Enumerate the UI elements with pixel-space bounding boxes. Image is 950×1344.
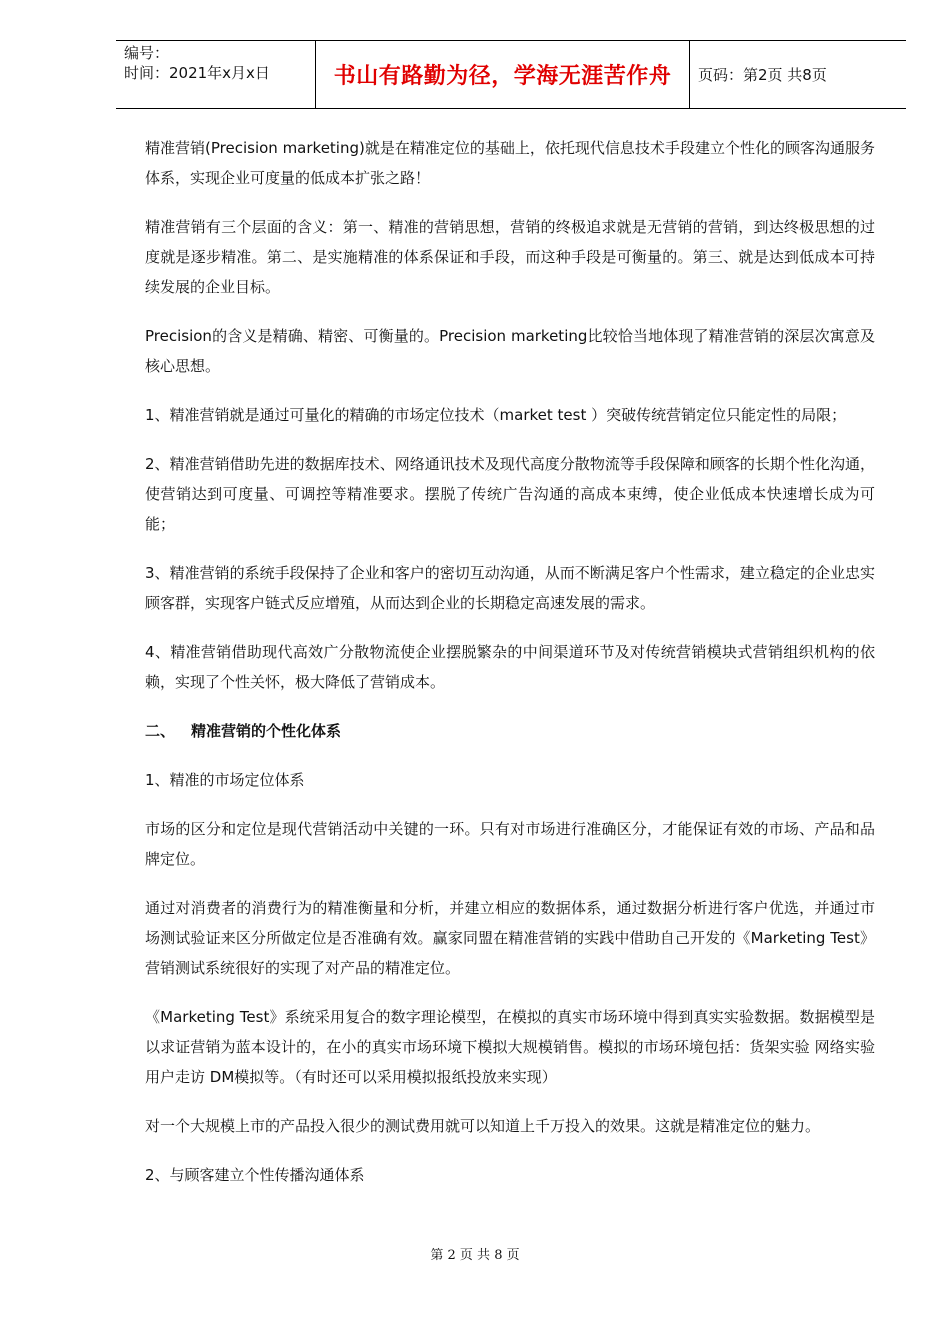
page-footer: 第 2 页 共 8 页 xyxy=(430,1248,520,1263)
section-title: 精准营销的个性化体系 xyxy=(191,722,342,740)
subsection-title: 2、与顾客建立个性传播沟通体系 xyxy=(145,1166,365,1184)
header-motto: 书山有路勤为径，学海无涯苦作舟 xyxy=(333,64,672,89)
time-label: 时间：2021年x月x日 xyxy=(124,64,270,82)
paragraph: 精准营销有三个层面的含义：第一、精准的营销思想，营销的终极追求就是无营销的营销，到达终极思想的过度就是逐步精准。第二、是实施精准的体系保证和手段，而这种手段是可衡量的。第三、就是达到低成本可持续发展的企业目标。 xyxy=(145,218,875,296)
paragraph: 对一个大规模上市的产品投入很少的测试费用就可以知道上千万投入的效果。这就是精准定位的魅力。 xyxy=(145,1117,821,1135)
section-heading xyxy=(145,716,875,746)
header-page-info: 页码：第2页 共8页 xyxy=(698,66,827,84)
paragraph: 1、精准营销就是通过可量化的精确的市场定位技术（market test ）突破传统营销定位只能定性的局限； xyxy=(145,406,847,424)
paragraph: Precision的含义是精确、精密、可衡量的。Precision marketing比较恰当地体现了精准营销的深层次寓意及核心思想。 xyxy=(145,327,875,375)
paragraph: 3、精准营销的系统手段保持了企业和客户的密切互动沟通，从而不断满足客户个性需求，建立稳定的企业忠实顾客群，实现客户链式反应增殖，从而达到企业的长期稳定高速发展的需求。 xyxy=(145,564,875,612)
paragraph: 《Marketing Test》系统采用复合的数字理论模型，在模拟的真实市场环境中得到真实实验数据。数据模型是以求证营销为蓝本设计的，在小的真实市场环境下模拟大规模销售。模拟的市场环境包括：货架实验 网络实验 用户走访 DM模拟等。（有时还可以采用模拟报纸投放来实现） xyxy=(145,1008,875,1086)
paragraph: 通过对消费者的消费行为的精准衡量和分析，并建立相应的数据体系，通过数据分析进行客户优选，并通过市场测试验证来区分所做定位是否准确有效。赢家同盟在精准营销的实践中借助自己开发的《Marketing Test》营销测试系统很好的实现了对产品的精准定位。 xyxy=(145,899,875,977)
paragraph: 2、精准营销借助先进的数据库技术、网络通讯技术及现代高度分散物流等手段保障和顾客的长期个性化沟通，使营销达到可度量、可调控等精准要求。摆脱了传统广告沟通的高成本束缚，使企业低成本快速增长成为可能； xyxy=(145,455,875,533)
document-body xyxy=(145,133,875,1209)
document-header xyxy=(116,40,906,109)
subsection-title: 1、精准的市场定位体系 xyxy=(145,771,305,789)
paragraph: 精准营销(Precision marketing)就是在精准定位的基础上，依托现代信息技术手段建立个性化的顾客沟通服务体系，实现企业可度量的低成本扩张之路！ xyxy=(145,139,875,187)
paragraph: 4、精准营销借助现代高效广分散物流使企业摆脱繁杂的中间渠道环节及对传统营销模块式营销组织机构的依赖，实现了个性关怀，极大降低了营销成本。 xyxy=(145,643,875,691)
header-meta xyxy=(124,43,314,83)
header-divider xyxy=(689,41,690,108)
paragraph: 市场的区分和定位是现代营销活动中关键的一环。只有对市场进行准确区分，才能保证有效的市场、产品和品牌定位。 xyxy=(145,820,875,868)
number-label: 编号： xyxy=(124,44,170,62)
section-number: 二、 xyxy=(145,722,176,740)
